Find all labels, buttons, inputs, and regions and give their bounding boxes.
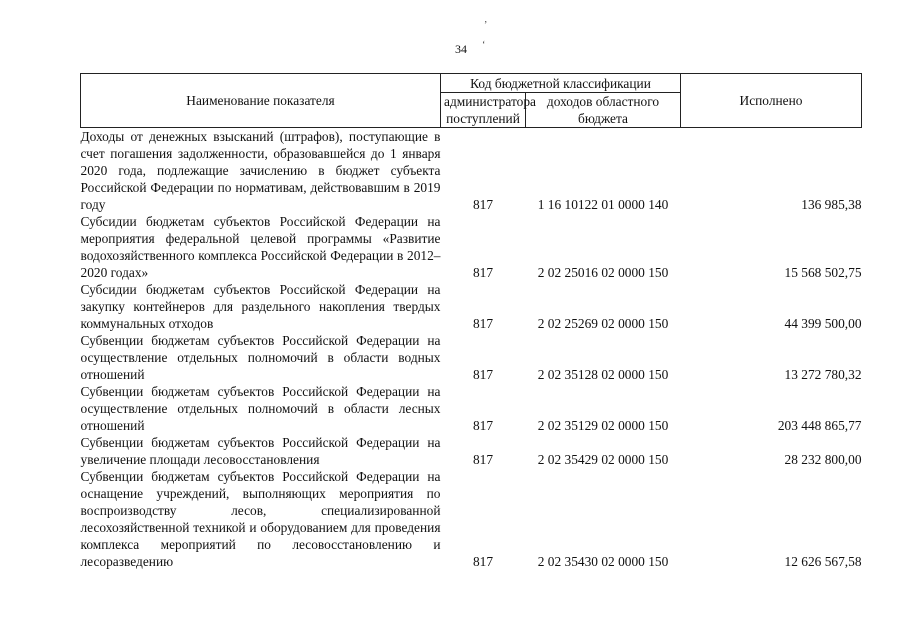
table-body xyxy=(81,128,862,571)
row-income-code: 2 02 35430 02 0000 150 xyxy=(537,554,669,569)
scan-speck: ʼ xyxy=(484,20,488,31)
row-name: Субсидии бюджетам субъектов Российской Федерации на закупку контейнеров для раздельного накопления твердых коммунальных отходов xyxy=(80,282,441,331)
row-amount: 136 985,38 xyxy=(801,197,862,212)
row-name: Субвенции бюджетам субъектов Российской Федерации на оснащение учреждений, выполняющих мероприятия по воспроизводству лесов, специализированной лесохозяйственной техникой и оборудованием для проведения комплекса мероприятий по лесовосстановлению и лесоразведению xyxy=(80,469,441,569)
table-row xyxy=(81,468,862,570)
row-income-code: 2 02 35429 02 0000 150 xyxy=(537,452,669,467)
table-row xyxy=(81,332,862,383)
row-amount: 12 626 567,58 xyxy=(784,554,862,569)
row-name: Субвенции бюджетам субъектов Российской Федерации на осуществление отдельных полномочий в области лесных отношений xyxy=(80,384,441,433)
row-admin-code: 817 xyxy=(472,367,494,382)
scan-speck: ʻ xyxy=(482,40,486,51)
row-amount: 203 448 865,77 xyxy=(777,418,862,433)
table-row xyxy=(81,434,862,468)
row-name: Субвенции бюджетам субъектов Российской Федерации на осуществление отдельных полномочий в области водных отношений xyxy=(80,333,441,382)
row-admin-code: 817 xyxy=(472,197,494,212)
row-name: Субсидии бюджетам субъектов Российской Федерации на мероприятия федеральной целевой программы «Развитие водохозяйственного комплекса Российской Федерации в 2012–2020 годах» xyxy=(80,214,441,280)
table-header xyxy=(81,74,862,128)
header-executed: Исполнено xyxy=(681,74,862,128)
row-amount: 15 568 502,75 xyxy=(784,265,862,280)
page-number: 34 xyxy=(455,42,467,56)
table-row xyxy=(81,383,862,434)
row-admin-code: 817 xyxy=(472,452,494,467)
row-income-code: 2 02 25016 02 0000 150 xyxy=(537,265,669,280)
row-admin-code: 817 xyxy=(472,554,494,569)
row-admin-code: 817 xyxy=(472,316,494,331)
row-income-code: 2 02 35129 02 0000 150 xyxy=(537,418,669,433)
row-admin-code: 817 xyxy=(472,418,494,433)
row-amount: 44 399 500,00 xyxy=(784,316,862,331)
row-admin-code: 817 xyxy=(472,265,494,280)
row-amount: 28 232 800,00 xyxy=(784,452,862,467)
header-income: доходов областного бюджета xyxy=(526,93,681,128)
row-amount: 13 272 780,32 xyxy=(784,367,862,382)
budget-table xyxy=(80,73,862,570)
row-income-code: 1 16 10122 01 0000 140 xyxy=(537,197,669,212)
row-name: Доходы от денежных взысканий (штрафов), поступающие в счет погашения задолженности, образовавшейся до 1 января 2020 года, подлежащие зачислению в бюджет субъекта Российской Федерации по нормативам, действовавшим в 2019 году xyxy=(80,129,441,212)
table-row xyxy=(81,213,862,281)
header-budget-classification: Код бюджетной классификации xyxy=(441,74,681,93)
row-income-code: 2 02 25269 02 0000 150 xyxy=(537,316,669,331)
table-row xyxy=(81,128,862,214)
row-name: Субвенции бюджетам субъектов Российской Федерации на увеличение площади лесовосстановления xyxy=(80,435,441,467)
row-income-code: 2 02 35128 02 0000 150 xyxy=(537,367,669,382)
header-admin: администратора поступлений xyxy=(441,93,526,128)
table-row xyxy=(81,281,862,332)
header-name: Наименование показателя xyxy=(81,74,441,128)
